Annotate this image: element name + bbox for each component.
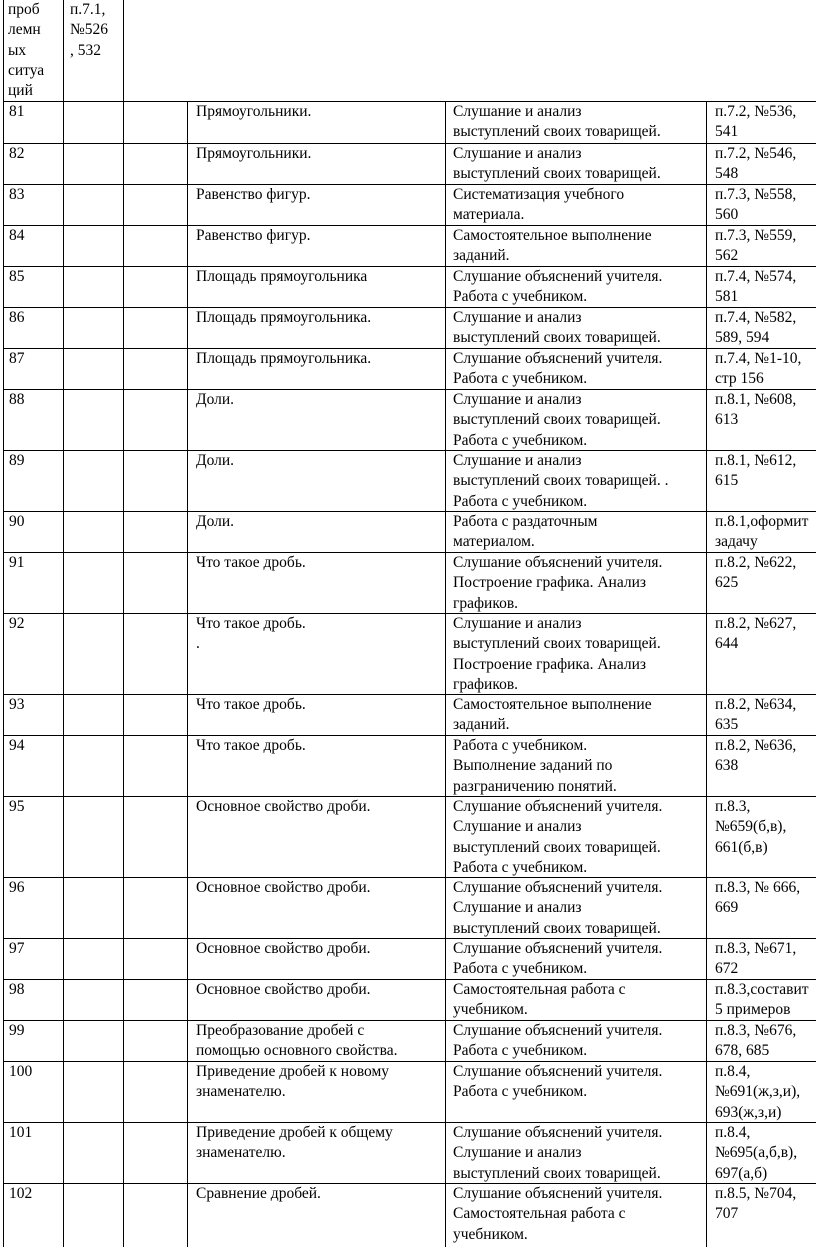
lesson-topic-cell: Доли.: [196, 513, 235, 530]
activity-type-cell: Слушание объяснений учителя. Слушание и анализ выступлений своих товарищей.: [453, 1124, 663, 1182]
homework-cell: п.8.3, №659(б,в), 661(б,в): [715, 798, 787, 856]
lesson-topic-cell: Основное свойство дроби.: [196, 798, 371, 815]
activity-type-cell: Слушание и анализ выступлений своих товарищей.: [453, 145, 661, 183]
activity-type-cell: Слушание объяснений учителя. Работа с учебником.: [453, 350, 663, 388]
lesson-number-cell: 83: [9, 186, 25, 203]
activity-type-cell: Работа с раздаточным материалом.: [453, 513, 598, 551]
homework-cell: п.8.3, №676, 678, 685: [715, 1022, 797, 1060]
lesson-number-cell: 93: [9, 696, 25, 713]
table-row-divider: [3, 1061, 816, 1062]
homework-cell: п.8.3,составит 5 примеров: [715, 981, 809, 1019]
lesson-number-cell: 86: [9, 309, 25, 326]
lesson-topic-cell: Площадь прямоугольника.: [196, 350, 372, 367]
homework-cell: п.7.4, №582, 589, 594: [715, 309, 797, 347]
table-column-divider: [187, 101, 188, 1247]
lesson-number-cell: 91: [9, 554, 25, 571]
lesson-number-cell: 89: [9, 452, 25, 469]
homework-cell: п.7.4, №574, 581: [715, 268, 797, 306]
table-row-divider: [3, 552, 816, 553]
homework-cell: п.7.3, №558, 560: [715, 186, 797, 224]
lesson-topic-cell: Что такое дробь. .: [196, 615, 306, 653]
lesson-topic-cell: Площадь прямоугольника: [196, 268, 368, 285]
lesson-topic-cell: Равенство фигур.: [196, 227, 311, 244]
table-row-divider: [3, 613, 816, 614]
lesson-topic-cell: Доли.: [196, 391, 235, 408]
activity-type-cell: Самостоятельная работа с учебником.: [453, 981, 626, 1019]
activity-type-cell: Слушание объяснений учителя. Работа с учебником.: [453, 1022, 663, 1060]
table-row-divider: [3, 877, 816, 878]
table-row-divider: [3, 979, 816, 980]
lesson-topic-cell: Основное свойство дроби.: [196, 981, 371, 998]
homework-cell: п.8.2, №622, 625: [715, 554, 797, 592]
lesson-number-cell: 97: [9, 940, 25, 957]
activity-type-cell: Слушание объяснений учителя. Самостоятельная работа с учебником.: [453, 1185, 663, 1243]
table-column-divider: [63, 0, 64, 1247]
homework-cell: п.8.1,оформит задачу: [715, 513, 809, 551]
activity-type-cell: Слушание объяснений учителя. Работа с учебником.: [453, 1063, 663, 1101]
homework-cell: п.7.2, №536, 541: [715, 103, 797, 141]
lesson-number-cell: 101: [9, 1124, 33, 1141]
lesson-number-cell: 99: [9, 1022, 25, 1039]
lesson-topic-cell: Основное свойство дроби.: [196, 879, 371, 896]
activity-type-cell: Слушание и анализ выступлений своих товарищей. Построение графика. Анализ графиков.: [453, 615, 661, 693]
lesson-topic-cell: Прямоугольники.: [196, 145, 312, 162]
lesson-topic-cell: Прямоугольники.: [196, 103, 312, 120]
homework-cell: п.8.1, №612, 615: [715, 452, 797, 490]
homework-cell: п.7.2, №546, 548: [715, 145, 797, 183]
lesson-topic-cell: Площадь прямоугольника.: [196, 309, 372, 326]
lesson-number-cell: 92: [9, 615, 25, 632]
lesson-number-cell: 81: [9, 103, 25, 120]
table-column-divider: [123, 0, 124, 1247]
lesson-topic-cell: Доли.: [196, 452, 235, 469]
table-row-divider: [3, 225, 816, 226]
homework-cell: п.8.3, №671, 672: [715, 940, 797, 978]
homework-cell: п.8.2, №636, 638: [715, 737, 797, 775]
activity-type-cell: Слушание объяснений учителя. Слушание и анализ выступлений своих товарищей.: [453, 879, 663, 937]
activity-type-cell: Слушание объяснений учителя. Слушание и анализ выступлений своих товарищей. Работа с учебником.: [453, 798, 663, 876]
table-row-divider: [3, 389, 816, 390]
lesson-number-cell: 87: [9, 350, 25, 367]
lesson-topic-cell: Что такое дробь.: [196, 696, 306, 713]
homework-cell: п.8.4, №695(а,б,в), 697(а,б): [715, 1124, 798, 1182]
table-row-divider: [3, 1020, 816, 1021]
lesson-topic-cell: Преобразование дробей с помощью основного свойства.: [196, 1022, 398, 1060]
lesson-number-cell: 88: [9, 391, 25, 408]
lesson-number-cell: 96: [9, 879, 25, 896]
activity-type-cell: Слушание и анализ выступлений своих товарищей. . Работа с учебником.: [453, 452, 669, 510]
fragment-cell-homework: п.7.1, №526 , 532: [70, 1, 109, 59]
homework-cell: п.8.4, №691(ж,з,и), 693(ж,з,и): [715, 1063, 801, 1121]
activity-type-cell: Слушание объяснений учителя. Построение графика. Анализ графиков.: [453, 554, 663, 612]
lesson-number-cell: 90: [9, 513, 25, 530]
table-row-divider: [3, 694, 816, 695]
table-row-divider: [3, 348, 816, 349]
activity-type-cell: Слушание и анализ выступлений своих товарищей. Работа с учебником.: [453, 391, 661, 449]
lesson-number-cell: 98: [9, 981, 25, 998]
activity-type-cell: Слушание и анализ выступлений своих товарищей.: [453, 103, 661, 141]
lesson-number-cell: 100: [9, 1063, 33, 1080]
homework-cell: п.7.4, №1-10, стр 156: [715, 350, 802, 388]
table-row-divider: [3, 796, 816, 797]
homework-cell: п.8.2, №627, 644: [715, 615, 797, 653]
table-row-divider: [3, 307, 816, 308]
table-column-divider: [706, 101, 707, 1247]
lesson-number-cell: 85: [9, 268, 25, 285]
homework-cell: п.8.3, № 666, 669: [715, 879, 801, 917]
homework-cell: п.8.5, №704, 707: [715, 1185, 797, 1223]
table-row-divider: [3, 1122, 816, 1123]
lesson-topic-cell: Приведение дробей к новому знаменателю.: [196, 1063, 390, 1101]
lesson-topic-cell: Основное свойство дроби.: [196, 940, 371, 957]
homework-cell: п.8.1, №608, 613: [715, 391, 797, 429]
lesson-number-cell: 82: [9, 145, 25, 162]
activity-type-cell: Самостоятельное выполнение заданий.: [453, 227, 652, 265]
table-row-divider: [3, 1183, 816, 1184]
table-row-divider: [3, 938, 816, 939]
lesson-number-cell: 94: [9, 737, 25, 754]
table-row-divider: [3, 184, 816, 185]
table-border-left: [3, 0, 4, 1247]
table-row-divider: [3, 735, 816, 736]
activity-type-cell: Слушание объяснений учителя. Работа с учебником.: [453, 940, 663, 978]
homework-cell: п.8.2, №634, 635: [715, 696, 797, 734]
activity-type-cell: Слушание объяснений учителя. Работа с учебником.: [453, 268, 663, 306]
table-row-divider: [3, 511, 816, 512]
lesson-topic-cell: Что такое дробь.: [196, 554, 306, 571]
lesson-number-cell: 84: [9, 227, 25, 244]
activity-type-cell: Систематизация учебного материала.: [453, 186, 625, 224]
table-row-divider: [3, 143, 816, 144]
lesson-topic-cell: Сравнение дробей.: [196, 1185, 321, 1202]
activity-type-cell: Самостоятельное выполнение заданий.: [453, 696, 652, 734]
table-column-divider: [445, 101, 446, 1247]
lesson-number-cell: 102: [9, 1185, 33, 1202]
table-row-divider: [3, 101, 816, 102]
activity-type-cell: Слушание и анализ выступлений своих товарищей.: [453, 309, 661, 347]
table-row-divider: [3, 266, 816, 267]
lesson-number-cell: 95: [9, 798, 25, 815]
lesson-topic-cell: Равенство фигур.: [196, 186, 311, 203]
activity-type-cell: Работа с учебником. Выполнение заданий по разграничению понятий.: [453, 737, 617, 795]
homework-cell: п.7.3, №559, 562: [715, 227, 797, 265]
lesson-topic-cell: Приведение дробей к общему знаменателю.: [196, 1124, 393, 1162]
table-row-divider: [3, 450, 816, 451]
fragment-cell-problem-situations: проб лемн ых ситуа ций: [8, 1, 45, 100]
lesson-topic-cell: Что такое дробь.: [196, 737, 306, 754]
